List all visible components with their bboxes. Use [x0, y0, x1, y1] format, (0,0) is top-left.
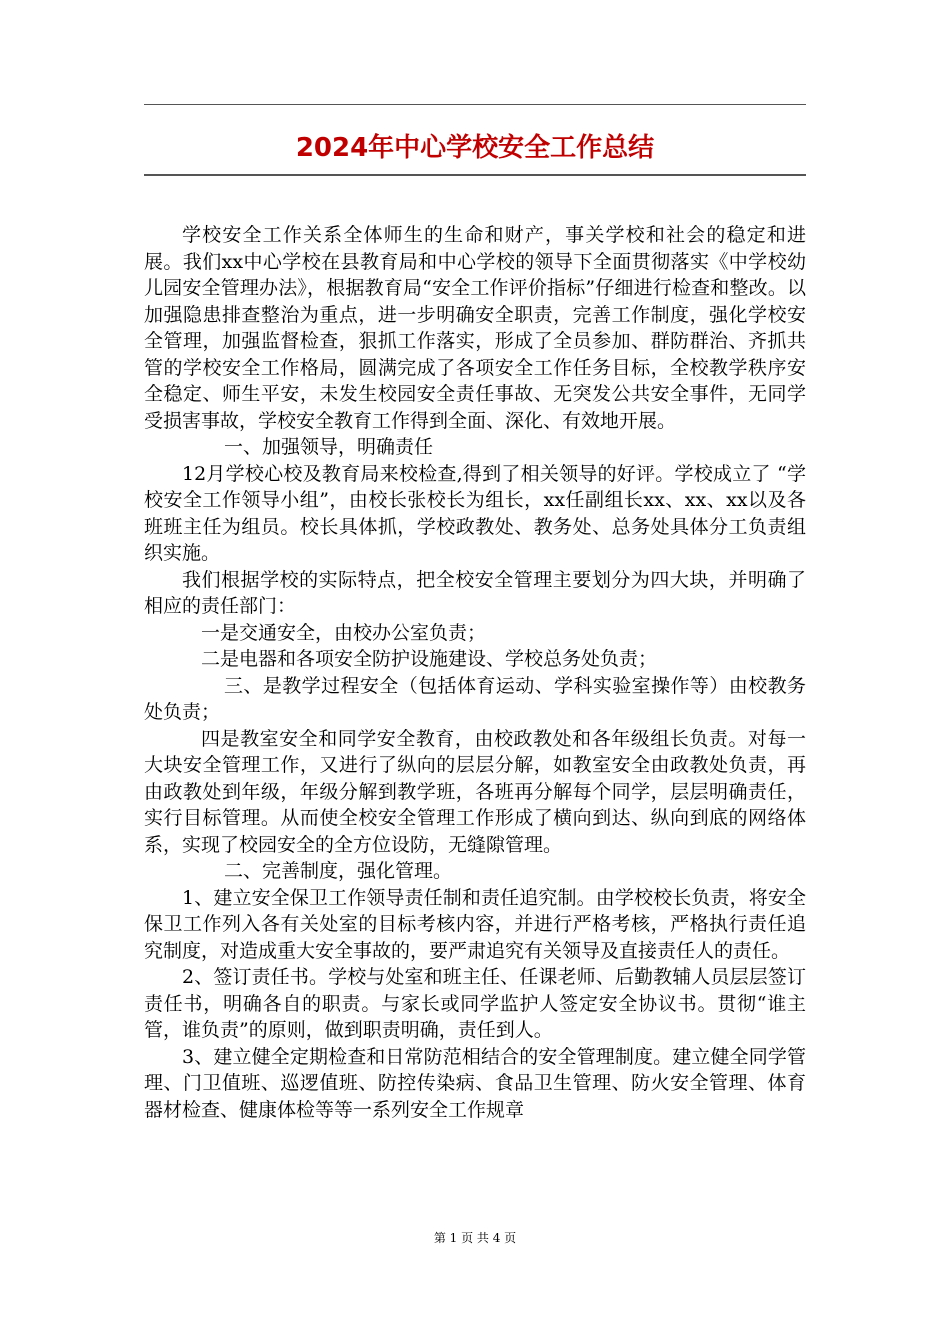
- header-rule-bottom: [144, 174, 806, 176]
- document-title: 2024年中心学校安全工作总结: [295, 133, 655, 163]
- paragraph-leadership: 12月学校心校及教育局来校检查,得到了相关领导的好评。学校成立了 “学校安全工作领导小组”，由校长张校长为组长，xx任副组长xx、xx、xx以及各班班主任为组员。校长具体抓，学校政教处、教务处、总务处具体分工负责组织实施。: [144, 462, 806, 564]
- page-footer: 第 1 页 共 4 页: [433, 1231, 517, 1245]
- paragraph-responsibility-letter: 2、签订责任书。学校与处室和班主任、任课老师、后勤教辅人员层层签订责任书，明确各自的职责。与家长或同学监护人签定安全协议书。贯彻“谁主管，谁负责”的原则，做到职责明确，责任到人。: [144, 966, 806, 1041]
- list-item-teaching: 三、是教学过程安全（包括体育运动、学科实验室操作等）由校教务处负责；: [144, 674, 806, 723]
- list-item-classroom: 四是教室安全和同学安全教育，由校政教处和各年级组长负责。对每一大块安全管理工作，又进行了纵向的层层分解，如教室安全由政教处负责，再由政教处到年级，年级分解到教学班，各班再分解每个同学，层层明确责任，实行目标管理。从而使全校安全管理工作形成了横向到达、纵向到底的网络体系，实现了校园安全的全方位设防，无缝隙管理。: [144, 727, 806, 856]
- header-rule-top: [144, 104, 806, 105]
- paragraph-inspection-system: 3、建立健全定期检查和日常防范相结合的安全管理制度。建立健全同学管理、门卫值班、巡逻值班、防控传染病、食品卫生管理、防火安全管理、体育器材检查、健康体检等等一系列安全工作规章: [144, 1045, 806, 1121]
- list-item-electrical: 二是电器和各项安全防护设施建设、学校总务处负责；: [201, 648, 658, 670]
- section-heading-2: 二、完善制度，强化管理。: [224, 860, 453, 882]
- section-heading-1: 一、加强领导，明确责任: [224, 436, 434, 458]
- paragraph-responsibility-system: 1、建立安全保卫工作领导责任制和责任追究制。由学校校长负责，将安全保卫工作列入各有关处室的目标考核内容，并进行严格考核，严格执行责任追究制度，对造成重大安全事故的，要严肃追究有关领导及直接责任人的责任。: [144, 886, 806, 962]
- list-item-traffic: 一是交通安全，由校办公室负责；: [201, 621, 487, 644]
- document-body: [144, 222, 806, 1123]
- paragraph-four-blocks: 我们根据学校的实际特点，把全校安全管理主要划分为四大块，并明确了相应的责任部门：: [144, 568, 806, 617]
- paragraph-intro: 学校安全工作关系全体师生的生命和财产，事关学校和社会的稳定和进展。我们xx中心学校在县教育局和中心学校的领导下全面贯彻落实《中学校幼儿园安全管理办法》，根据教育局“安全工作评价指标”仔细进行检查和整改。以加强隐患排查整治为重点，进一步明确安全职责，完善工作制度，强化学校安全管理，加强监督检查，狠抓工作落实，形成了全员参加、群防群治、齐抓共管的学校安全工作格局，圆满完成了各项安全工作任务目标，全校教学秩序安全稳定、师生平安，未发生校园安全责任事故、无突发公共安全事件，无同学受损害事故，学校安全教育工作得到全面、深化、有效地开展。: [144, 224, 806, 432]
